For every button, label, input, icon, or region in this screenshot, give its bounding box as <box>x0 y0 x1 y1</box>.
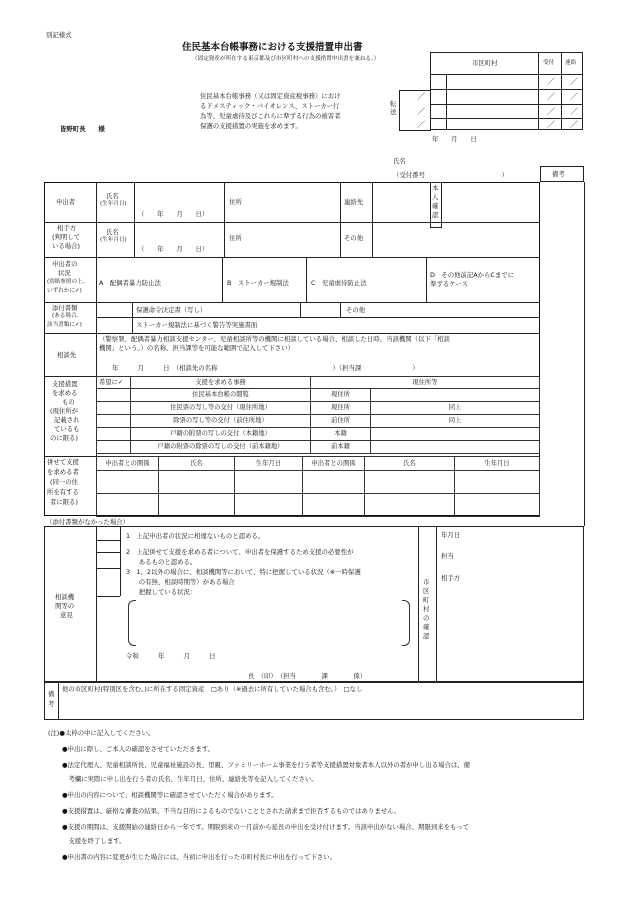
support-address-type: 本籍 <box>311 428 371 441</box>
joint-table <box>96 456 540 517</box>
consult-line[interactable]: 年 月 日 （相談先の名称 ）（担当課 ） <box>112 364 419 372</box>
support-address-type: 現住所 <box>311 389 371 402</box>
opinion-item[interactable]: 3 1、2以外の場合に、相談機関等において、特に把握している状況（※一時保護 <box>126 568 361 576</box>
page-title: 住民基本台帳事務における支援措置申出書 <box>182 42 363 53</box>
identity-char: 人 <box>432 193 439 201</box>
remarks-label: 備 <box>48 690 55 698</box>
joint-cell[interactable] <box>235 494 303 517</box>
situation-sub: (別紙参照の上、 <box>47 279 89 285</box>
reiwa-date[interactable]: 令和 年 月 日 <box>126 652 216 660</box>
other-label: その他 <box>344 234 364 242</box>
opinion-item[interactable]: 1 上記申出者の状況に相違ないものと認める。 <box>126 532 265 540</box>
attachments-sub: 該当書類に✓) <box>47 322 82 328</box>
intro-line: 為等、児童虐待及びこれらに準ずる行為の被害者 <box>200 112 341 120</box>
bracket-left <box>128 600 136 646</box>
note: ●申出書の内容に変更が生じた場合には、当初に申出を行った市町村長に申出を行って下さい。 <box>62 853 336 861</box>
addressee: 皆野町長 様 <box>60 125 105 133</box>
support-service-header: 支援を求める事務 <box>131 377 311 389</box>
remarks-col: 備考 <box>552 170 565 178</box>
support-label: (現住所が <box>50 407 79 415</box>
slash-mark: ／ <box>547 92 555 101</box>
slash-mark: ／ <box>570 92 578 101</box>
applicant-dob[interactable]: （ 年 月 日） <box>138 210 209 218</box>
support-label: を求める <box>52 389 78 397</box>
note: ●法定代理人、児童相談所長、児童福祉施設の長、里親、ファミリーホーム事業を行う者等支援措置対象者本人以外の者が申し出る場合は、備 <box>62 761 471 769</box>
note: ●支援措置は、厳格な審査の結果、不当な目的によるものでないこととされた請求まで拒否するものではありません。 <box>62 807 401 815</box>
joint-label: 併せて支援 <box>47 458 79 466</box>
joint-relation-header: 申出者との関係 <box>97 457 159 471</box>
support-checkbox[interactable] <box>97 441 131 454</box>
attachments-label: 添付書類 <box>52 304 78 312</box>
form-label: 別記様式 <box>46 31 72 39</box>
note: ●申出に際し、ご本人の確認をさせていただきます。 <box>62 745 215 753</box>
opinion-item: あるものと認める。 <box>126 558 197 566</box>
remarks-label: 考 <box>48 700 55 708</box>
joint-cell[interactable] <box>365 494 455 517</box>
no-attachments-label: （添付書類がなかった場合） <box>46 518 130 526</box>
muni-check-char: 村 <box>423 605 430 613</box>
joint-cell[interactable] <box>455 471 540 494</box>
bracket-right <box>402 600 410 646</box>
transfer-label: 転送 <box>390 100 397 116</box>
joint-relation-header: 申出者との関係 <box>303 457 365 471</box>
note: 支援を終了します。 <box>62 837 126 845</box>
counterpart-label: (判明して <box>52 233 81 241</box>
muni-counterpart[interactable]: 相手方 <box>441 574 461 582</box>
slash-mark: ／ <box>570 120 578 129</box>
slash-mark: ／ <box>570 107 578 116</box>
opinion-item: 把握している状況： <box>126 588 197 596</box>
attachment-1[interactable]: 保護命令決定書（写し） <box>136 306 207 314</box>
opinion-item[interactable]: 2 上記併せて支援を求める者について、申出者を保護するため支援の必要性が <box>126 548 354 556</box>
situation-label: 状況 <box>58 269 71 277</box>
name-label: 氏名 <box>106 192 119 200</box>
slash-mark: ／ <box>547 107 555 116</box>
support-label: 支援措置 <box>52 380 78 388</box>
muni-check-char: 区 <box>423 587 430 595</box>
applicant-label: 申出者 <box>56 198 76 206</box>
transfer-date: 年 月 日 <box>432 135 477 143</box>
joint-cell[interactable] <box>455 494 540 517</box>
situation-sub: いずれかに✓) <box>47 288 82 294</box>
support-address-value[interactable] <box>371 428 540 441</box>
joint-cell[interactable] <box>159 494 235 517</box>
support-label: もの <box>62 398 75 406</box>
joint-dob-header: 生年月日 <box>235 457 303 471</box>
joint-name-header: 氏名 <box>159 457 235 471</box>
consult-text: 機関」という。）の名称、担当課等を可能な範囲で記入して下さい） <box>99 344 294 352</box>
option-b[interactable]: B ストーカー規制法 <box>227 279 289 287</box>
identity-char: 本 <box>432 184 439 192</box>
support-service: 住民基本台帳の閲覧 <box>131 389 311 402</box>
slash-mark: ／ <box>570 77 578 86</box>
support-address-value[interactable] <box>371 389 540 402</box>
joint-label: を求める者 <box>47 468 79 476</box>
name-label: 氏名 <box>106 228 119 236</box>
identity-char: 確 <box>432 202 439 210</box>
fixed-asset-option[interactable]: 他の市区町村(特別区を含む。)に所在する固定資産 □あり（※過去に所有していた場合も含む。） □なし <box>62 685 363 693</box>
attachment-2[interactable]: ストーカー規制法に基づく警告等実施書面 <box>136 321 258 329</box>
applicant-name-label: 氏名 <box>393 157 406 165</box>
slash-mark: ／ <box>547 120 555 129</box>
contact-col: 連絡 <box>565 60 577 66</box>
joint-label: (同一の住 <box>50 478 79 486</box>
opinion-label: 相談機 <box>55 593 75 601</box>
note: ●申出の内容について、相談機関等に確認させていただく場合があります。 <box>62 791 278 799</box>
joint-cell[interactable] <box>97 471 159 494</box>
contact-label: 連絡先 <box>344 198 364 206</box>
joint-cell[interactable] <box>159 471 235 494</box>
joint-cell[interactable] <box>303 494 365 517</box>
muni-check-char: 市 <box>423 578 430 586</box>
slash-mark: ／ <box>417 92 425 101</box>
muni-date[interactable]: 年月日 <box>441 531 461 539</box>
joint-cell[interactable] <box>235 471 303 494</box>
option-d[interactable]: D その他前記AからCまでに <box>430 271 515 279</box>
intro-line: 住民基本台帳事務（又は固定資産税事務）におけ <box>200 92 341 100</box>
option-c[interactable]: C 児童虐待防止法 <box>311 279 367 287</box>
attachments-sub: (ある場合、 <box>52 313 83 319</box>
opinion-label: 関等の <box>55 602 75 610</box>
address-label: 住所 <box>229 198 242 206</box>
support-label: ているも <box>54 425 80 433</box>
slash-mark: ／ <box>547 77 555 86</box>
address-label: 住所 <box>229 234 242 242</box>
support-address-header: 現住所等 <box>311 377 540 389</box>
support-check-header: 希望に✓ <box>97 377 131 389</box>
joint-name-header: 氏名 <box>365 457 455 471</box>
joint-dob-header: 生年月日 <box>455 457 540 471</box>
joint-cell[interactable] <box>97 494 159 517</box>
support-service: 戸籍の附票の写しの交付（本籍地） <box>131 428 311 441</box>
receipt-number: （受付番号 ） <box>393 171 509 179</box>
counterpart-label: 相手方 <box>57 224 77 232</box>
support-label: のに限る) <box>50 434 79 442</box>
support-checkbox[interactable] <box>97 389 131 402</box>
muni-check-char: 認 <box>423 632 430 640</box>
receipt-col: 受付 <box>543 60 555 66</box>
slash-mark: ／ <box>417 120 425 129</box>
situation-label: 申出者の <box>52 260 78 268</box>
municipality-header: 市区町村 <box>472 59 498 67</box>
support-service: 戸籍の附票の除票の写しの交付（前本籍地） <box>131 441 311 454</box>
support-checkbox[interactable] <box>97 428 131 441</box>
opinion-item: の有無、相談時期等）がある場合 <box>126 578 235 586</box>
intro-line: 保護の支援措置の実施を求めます。 <box>200 122 302 130</box>
dob-label: (生年月日) <box>100 237 127 243</box>
joint-cell[interactable] <box>365 471 455 494</box>
support-checkbox[interactable] <box>97 415 131 428</box>
support-checkbox[interactable] <box>97 402 131 415</box>
joint-cell[interactable] <box>303 471 365 494</box>
note: ●支援の期間は、支援開始の連絡日から一年です。期限到来の一月前から延長の申出を受け付けます。当該申出がない場合、期限到来をもって <box>62 823 470 831</box>
support-address-value[interactable] <box>371 441 540 454</box>
slash-mark: ／ <box>417 107 425 116</box>
muni-staff[interactable]: 担当 <box>441 552 454 560</box>
joint-label: 者に限る) <box>50 498 79 506</box>
support-address-value[interactable]: 同上 <box>371 415 540 428</box>
attachment-other[interactable]: その他 <box>346 306 366 314</box>
counterpart-dob[interactable]: （ 年 月 日） <box>138 245 209 253</box>
support-service: 住民票の写し等の交付（現住所地） <box>131 402 311 415</box>
support-address-type: 現住所 <box>311 402 371 415</box>
support-address-value[interactable]: 同上 <box>371 402 540 415</box>
consult-text: （警察署、配偶者暴力相談支援センター、児童相談所等の機関に相談している場合、相談した日時、当該機関（以下「相談 <box>99 335 450 343</box>
option-d-line2: 準ずるケース <box>430 280 469 288</box>
opinion-label: 意見 <box>60 611 73 619</box>
support-table <box>96 376 540 454</box>
support-label: 記載され <box>54 416 80 424</box>
option-a[interactable]: A 配偶者暴力防止法 <box>99 279 161 287</box>
note: (注)●太枠の中に記入してください。 <box>48 729 155 737</box>
counterpart-label: いる場合) <box>52 242 81 250</box>
muni-check-char: 確 <box>423 623 430 631</box>
joint-label: 所を有する <box>47 488 79 496</box>
support-address-type: 前住所 <box>311 415 371 428</box>
dob-label: (生年月日) <box>100 201 127 207</box>
muni-check-char: 町 <box>423 596 430 604</box>
page-subtitle: （固定資産が所在する東京都及び市区町村への支援措置申出書を兼ねる。） <box>192 56 380 62</box>
intro-line: るドメスティック・バイオレンス、ストーカー行 <box>200 102 340 110</box>
note: 考欄に実際に申し出を行う者の氏名、生年月日、住所、連絡先等を記入してください。 <box>62 775 318 783</box>
identity-char: 認 <box>432 211 439 219</box>
consult-label: 相談先 <box>57 351 77 359</box>
support-service: 除票の写し等の交付（前住所地） <box>131 415 311 428</box>
muni-check-char: の <box>423 614 430 622</box>
support-address-type: 前本籍 <box>311 441 371 454</box>
signature-line[interactable]: 長 （印） （担当 課 係） <box>248 672 367 680</box>
